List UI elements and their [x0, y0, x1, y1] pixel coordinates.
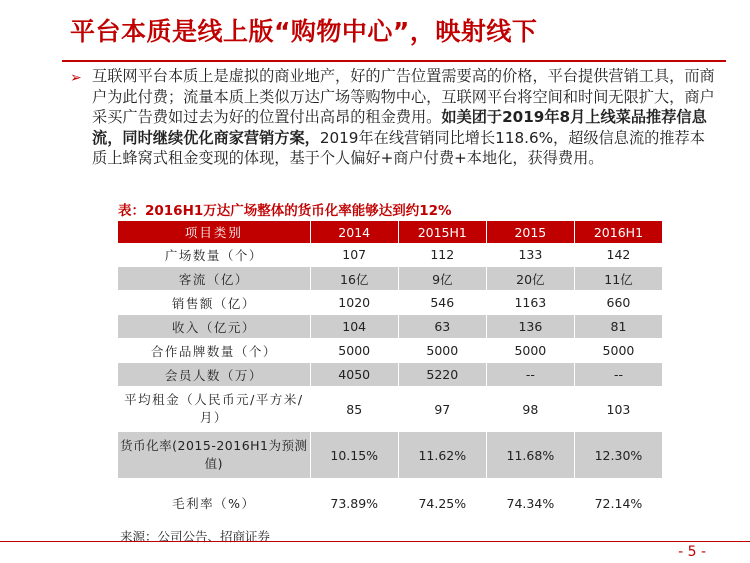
header-2015h1: 2015H1: [398, 221, 486, 243]
row-label: 毛利率（%）: [118, 479, 310, 528]
table-cell: --: [486, 363, 574, 387]
wanda-monetization-table: [118, 221, 663, 528]
table-header-row: [118, 221, 663, 243]
row-label: 货币化率(2015-2016H1为预测值): [118, 432, 310, 479]
header-2015: 2015: [486, 221, 574, 243]
bullet-arrow-icon: ➢: [70, 70, 82, 86]
table-row: [118, 267, 663, 291]
table-cell: 63: [398, 315, 486, 339]
slide-title: 平台本质是线上版“购物中心”，映射线下: [70, 17, 538, 46]
title-divider: [62, 60, 726, 62]
table-cell: 5220: [398, 363, 486, 387]
table-cell: 5000: [486, 339, 574, 363]
table-row: [118, 243, 663, 267]
bullet-paragraph: [92, 66, 720, 169]
table-cell: 103: [574, 387, 662, 432]
header-category: 项目类别: [118, 221, 310, 243]
table-cell: 5000: [574, 339, 662, 363]
table-cell: 1163: [486, 291, 574, 315]
table-cell: 142: [574, 243, 662, 267]
table-cell: 4050: [310, 363, 398, 387]
row-label: 广场数量（个）: [118, 243, 310, 267]
table-row: [118, 291, 663, 315]
table-row: [118, 363, 663, 387]
table-caption: 表：2016H1万达广场整体的货币化率能够达到约12%: [118, 203, 452, 219]
table-cell: 97: [398, 387, 486, 432]
table-row: [118, 432, 663, 479]
row-label: 平均租金（人民币元/平方米/月）: [118, 387, 310, 432]
table-cell: 12.30%: [574, 432, 662, 479]
table-row: [118, 315, 663, 339]
table-cell: 98: [486, 387, 574, 432]
table-cell: 5000: [310, 339, 398, 363]
table-cell: 107: [310, 243, 398, 267]
body-text-bold: 如美团于2019年8月上线菜品推荐信息流，同时继续优化商家营销方案，: [92, 108, 707, 147]
table-cell: 104: [310, 315, 398, 339]
table-cell: 136: [486, 315, 574, 339]
table-cell: 10.15%: [310, 432, 398, 479]
header-2016h1: 2016H1: [574, 221, 662, 243]
body-text-part2: 2019年在线营销同比增长118.6%，超级信息流的推荐本质上蜂窝式租金变现的体现，基于个人偏好+商户付费+本地化，获得费用。: [92, 128, 705, 167]
row-label: 会员人数（万）: [118, 363, 310, 387]
table-cell: 660: [574, 291, 662, 315]
table-cell: 16亿: [310, 267, 398, 291]
table-cell: 74.34%: [486, 479, 574, 528]
table-cell: 9亿: [398, 267, 486, 291]
table-row: [118, 479, 663, 528]
page-number: - 5 -: [678, 544, 706, 560]
table-cell: 85: [310, 387, 398, 432]
table-row: [118, 339, 663, 363]
table-cell: 1020: [310, 291, 398, 315]
row-label: 销售额（亿）: [118, 291, 310, 315]
table-cell: 546: [398, 291, 486, 315]
source-note: 来源：公司公告、招商证券: [120, 529, 271, 544]
row-label: 客流（亿）: [118, 267, 310, 291]
table-cell: 20亿: [486, 267, 574, 291]
table-cell: 11.62%: [398, 432, 486, 479]
table-cell: 11亿: [574, 267, 662, 291]
table-cell: 5000: [398, 339, 486, 363]
table-cell: 112: [398, 243, 486, 267]
table-cell: 133: [486, 243, 574, 267]
body-text-part1: 互联网平台本质上是虚拟的商业地产，好的广告位置需要高的价格，平台提供营销工具，而商户为此付费；流量本质上类似万达广场等购物中心，互联网平台将空间和时间无限扩大，商户采买广告费如过去为好的位置付出高昂的租金费用。: [92, 67, 715, 126]
table-cell: 72.14%: [574, 479, 662, 528]
header-2014: 2014: [310, 221, 398, 243]
table-cell: 81: [574, 315, 662, 339]
footer-divider: [0, 541, 750, 542]
row-label: 合作品牌数量（个）: [118, 339, 310, 363]
table-cell: 73.89%: [310, 479, 398, 528]
row-label: 收入（亿元）: [118, 315, 310, 339]
table-cell: 74.25%: [398, 479, 486, 528]
table-row: [118, 387, 663, 432]
table-cell: --: [574, 363, 662, 387]
table-cell: 11.68%: [486, 432, 574, 479]
